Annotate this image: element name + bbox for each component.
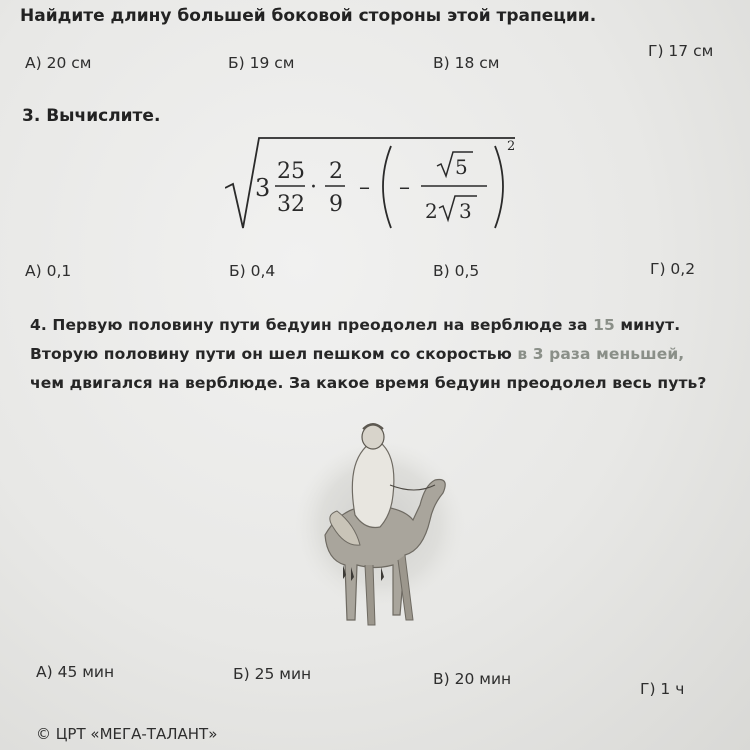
q4-line-2-text: Вторую половину пути он шел пешком со скоростью: [30, 345, 518, 363]
camel-leg: [365, 565, 375, 625]
q2-option-d[interactable]: Г) 17 см: [648, 42, 714, 60]
q4-highlight-15: 15: [593, 316, 615, 334]
q4-option-b[interactable]: Б) 25 мин: [233, 665, 312, 683]
q2-option-c[interactable]: В) 18 см: [433, 54, 500, 72]
frac2-denominator: 9: [329, 192, 343, 217]
inner-minus-sign: –: [399, 175, 410, 200]
q3-formula: [225, 128, 525, 246]
left-paren: [383, 146, 391, 228]
exponent: 2: [507, 139, 516, 154]
q4-option-d[interactable]: Г) 1 ч: [640, 680, 685, 698]
mixed-whole: 3: [255, 174, 271, 202]
frac1-denominator: 32: [277, 192, 305, 217]
frac3-numerator-radicand: 5: [455, 155, 468, 179]
q2-text: Найдите длину большей боковой стороны этой трапеции.: [20, 6, 597, 26]
q4-line-2: [30, 345, 684, 363]
q3-option-c[interactable]: В) 0,5: [433, 262, 480, 280]
frac3-denominator-coef: 2: [425, 199, 438, 223]
q4-line-1: [30, 316, 680, 334]
frac2-numerator: 2: [329, 159, 343, 184]
q4-line-3: чем двигался на верблюде. За какое время бедуин преодолел весь путь?: [30, 374, 707, 392]
right-paren: [495, 146, 503, 228]
q4-option-c[interactable]: В) 20 мин: [433, 670, 512, 688]
frac3-denominator-radicand: 3: [459, 199, 472, 223]
q2-option-a[interactable]: А) 20 см: [25, 54, 92, 72]
q4-line-1-text: 4. Первую половину пути бедуин преодолел на верблюде за: [30, 316, 594, 334]
q4-option-a[interactable]: А) 45 мин: [36, 663, 115, 681]
q2-option-b[interactable]: Б) 19 см: [228, 54, 295, 72]
q4-line-1-end: минут.: [614, 316, 681, 334]
copyright-footer: © ЦРТ «МЕГА-ТАЛАНТ»: [36, 725, 218, 743]
q3-option-b[interactable]: Б) 0,4: [229, 262, 276, 280]
minus-sign: –: [359, 175, 370, 200]
bedouin-camel-illustration: [285, 415, 485, 640]
q4-highlight-ratio: в 3 раза меньшей,: [517, 345, 685, 363]
rider-head: [362, 425, 384, 449]
frac1-numerator: 25: [277, 159, 305, 184]
multiply-dot: ·: [310, 175, 317, 200]
q3-option-d[interactable]: Г) 0,2: [650, 260, 696, 278]
q3-title: 3. Вычислите.: [22, 106, 161, 126]
q3-option-a[interactable]: А) 0,1: [25, 262, 72, 280]
